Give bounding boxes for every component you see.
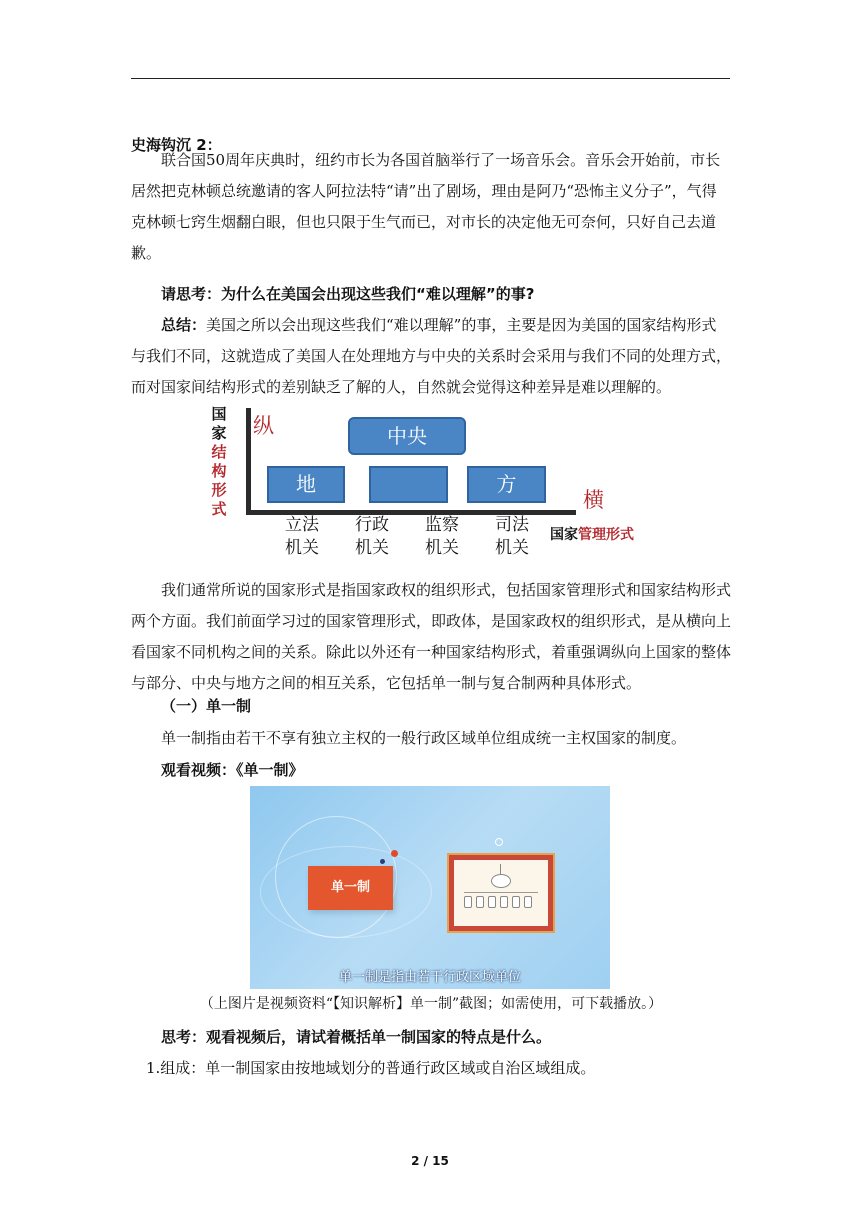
organ-judicial xyxy=(482,514,542,560)
unitary-definition: 单一制指由若干不享有独立主权的一般行政区域单位组成统一主权国家的制度。 xyxy=(161,729,687,747)
point-composition: 1.组成：单一制国家由按地域划分的普通行政区域或自治区域组成。 xyxy=(146,1059,596,1077)
organ-line: 机关 xyxy=(495,538,529,558)
tree-leaf-node xyxy=(512,896,520,908)
organ-legislative xyxy=(272,514,332,560)
organ-supervisory xyxy=(412,514,472,560)
vertical-char: 国 xyxy=(211,405,227,423)
summary-label: 总结： xyxy=(161,316,207,334)
vertical-axis xyxy=(246,408,251,515)
vertical-char: 结 xyxy=(211,443,227,461)
vertical-axis-label: 纵 xyxy=(253,414,274,438)
vertical-char: 式 xyxy=(211,500,227,518)
structure-form-label xyxy=(210,405,228,519)
management-dark: 国家 xyxy=(550,527,578,543)
organ-line: 行政 xyxy=(355,515,389,535)
forms-paragraph: 我们通常所说的国家形式是指国家政权的组织形式，包括国家管理形式和国家结构形式两个方面。我们前面学习过的国家管理形式，即政体，是国家政权的组织形式，是从横向上看国家不同机构之间的关系。除此以外还有一种国家结构形式，着重强调纵向上国家的整体与部分、中央与地方之间的相互关系，它包括单一制与复合制两种具体形式。 xyxy=(131,581,732,692)
tree-leaf-node xyxy=(500,896,508,908)
tree-leaf-node xyxy=(464,896,472,908)
local-box-left: 地 xyxy=(267,466,345,503)
org-tree-illustration xyxy=(454,860,548,926)
management-red: 管理形式 xyxy=(578,527,634,543)
local-box-middle xyxy=(369,466,448,503)
organ-executive xyxy=(342,514,402,560)
horizontal-axis-label: 横 xyxy=(583,488,604,512)
tree-connector xyxy=(500,864,501,874)
image-caption: （上图片是视频资料“【知识解析】单一制”截图；如需使用，可下载播放。） xyxy=(199,996,663,1012)
organ-line: 监察 xyxy=(425,515,459,535)
picture-frame xyxy=(447,853,555,933)
organ-line: 机关 xyxy=(355,538,389,558)
vertical-char: 形 xyxy=(211,481,227,499)
subsection-heading: （一）单一制 xyxy=(161,697,252,715)
tree-leaf-node xyxy=(476,896,484,908)
management-form-label xyxy=(550,524,634,544)
tree-leaf-node xyxy=(524,896,532,908)
video-subtitle: 单一制是指由若干行政区域单位 xyxy=(338,970,521,985)
section-title: 史海钩沉 2： xyxy=(131,136,222,154)
decor-dot xyxy=(380,859,385,864)
tree-connector xyxy=(464,892,538,893)
tree-leaf-node xyxy=(488,896,496,908)
organ-line: 机关 xyxy=(285,538,319,558)
question-prompt: 请思考：为什么在美国会出现这些我们“难以理解”的事? xyxy=(161,285,535,303)
organ-line: 司法 xyxy=(495,515,529,535)
video-label: 观看视频：《单一制》 xyxy=(161,761,304,779)
vertical-char: 构 xyxy=(211,462,227,480)
header-rule xyxy=(131,78,730,79)
unitary-badge: 单一制 xyxy=(308,866,393,910)
think-prompt: 思考：观看视频后，请试着概括单一制国家的特点是什么。 xyxy=(161,1028,552,1046)
frame-hanger xyxy=(495,838,503,846)
local-box-right: 方 xyxy=(467,466,546,503)
summary-text: 美国之所以会出现这些我们“难以理解”的事，主要是因为美国的国家结构形式与我们不同，这就造成了美国人在处理地方与中央的关系时会采用与我们不同的处理方式，而对国家间结构形式的差别缺乏了解的人，自然就会觉得这种差异是难以理解的。 xyxy=(131,316,732,396)
organ-line: 机关 xyxy=(425,538,459,558)
page-number: 2 / 15 xyxy=(411,1154,449,1168)
tree-root-node xyxy=(491,874,511,888)
summary-paragraph xyxy=(131,310,731,403)
story-paragraph: 联合国50周年庆典时，纽约市长为各国首脑举行了一场音乐会。音乐会开始前，市长居然把克林顿总统邀请的客人阿拉法特“请”出了剧场，理由是阿乃“恐怖主义分子”，气得克林顿七窍生烟翻白眼，但也只限于生气而已，对市长的决定他无可奈何，只好自己去道歉。 xyxy=(131,151,721,262)
decor-dot xyxy=(391,850,398,857)
organ-line: 立法 xyxy=(285,515,319,535)
video-screenshot[interactable] xyxy=(250,786,610,989)
central-box: 中央 xyxy=(348,417,466,455)
vertical-char: 家 xyxy=(211,424,227,442)
state-form-diagram xyxy=(205,400,655,570)
